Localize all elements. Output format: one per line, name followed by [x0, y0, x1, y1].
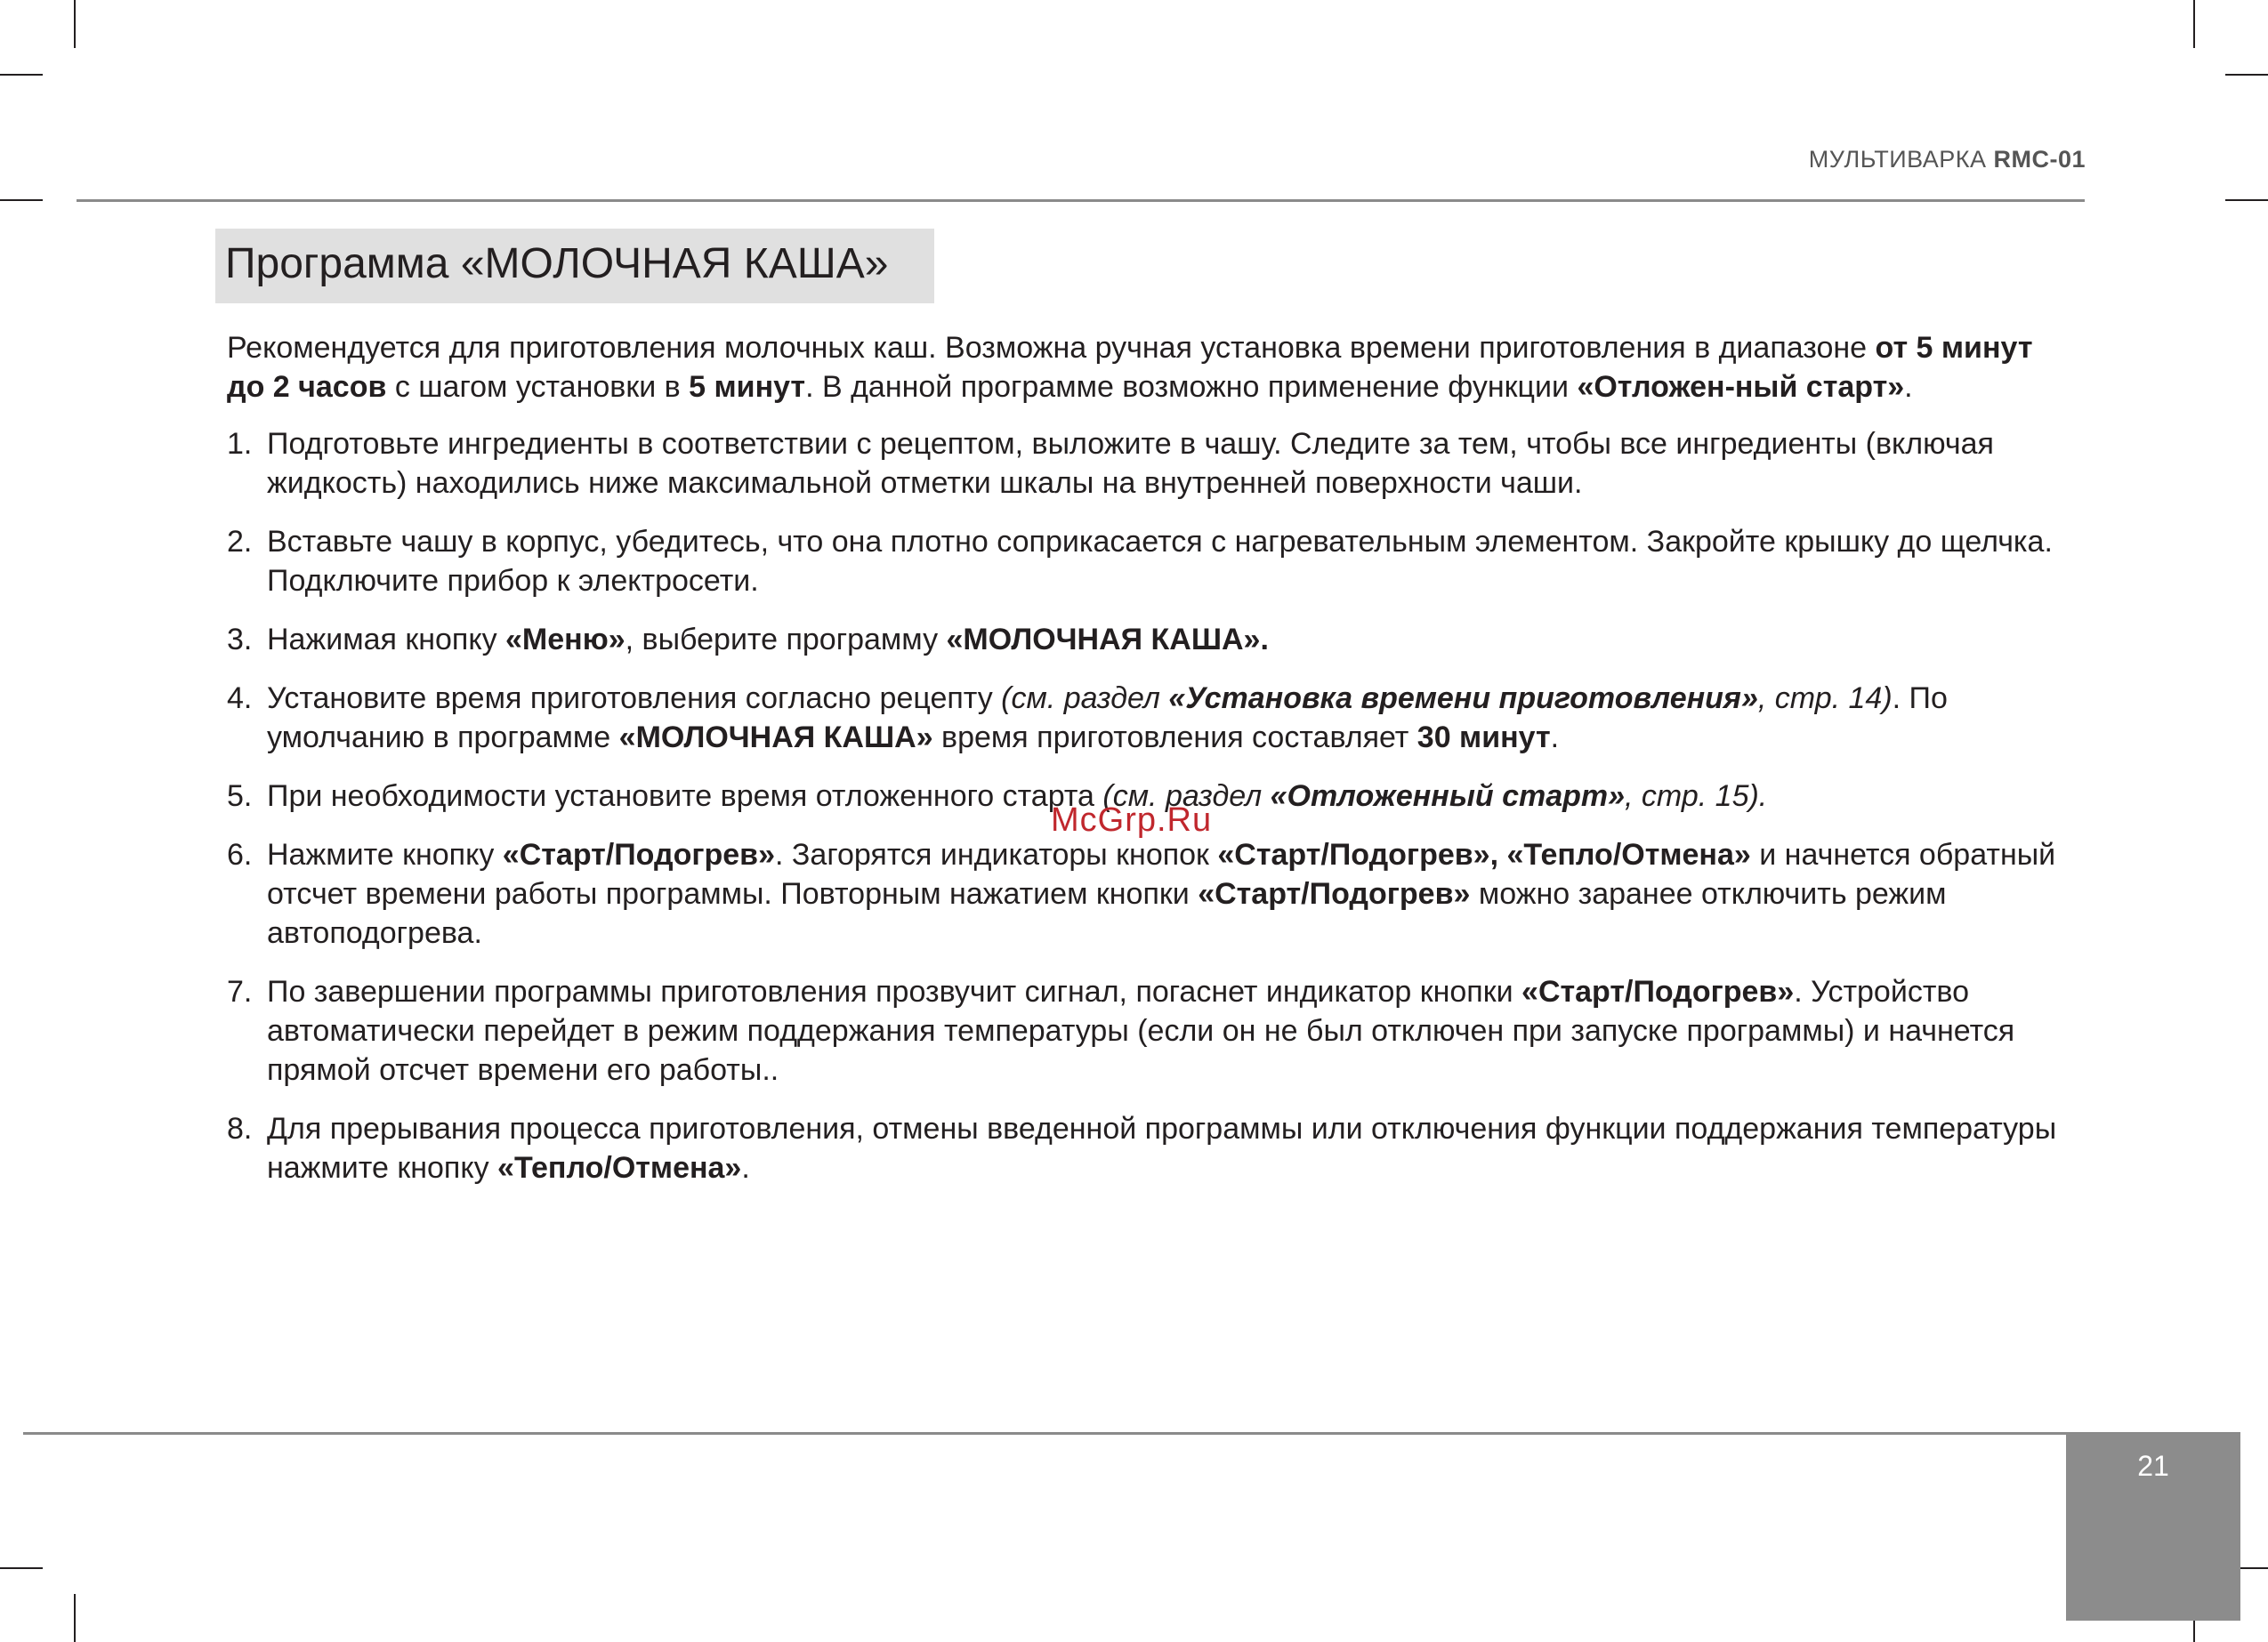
step-bold-italic: «Установка времени приготовления»: [1168, 681, 1758, 715]
step-bold: «МОЛОЧНАЯ КАША».: [946, 623, 1269, 656]
section-title-box: [215, 229, 934, 303]
step-text: Нажимая кнопку: [267, 623, 506, 656]
intro-bold: от 5 минут до 2 часов: [227, 331, 2033, 404]
crop-mark: [74, 1594, 76, 1642]
step-item: [227, 424, 2069, 503]
step-italic: , стр. 15).: [1625, 779, 1768, 813]
intro-text: .: [1904, 370, 1913, 404]
step-bold: «Старт/Подогрев»: [1521, 975, 1795, 1009]
crop-mark: [2193, 0, 2195, 48]
step-text: Нажмите кнопку: [267, 838, 503, 872]
step-number: 2.: [227, 525, 253, 559]
crop-mark: [74, 0, 76, 48]
step-text: Установите время приготовления согласно рецепту: [267, 681, 1002, 715]
intro-bold: 5 минут: [689, 370, 806, 404]
crop-mark: [2225, 199, 2268, 201]
footer-rule: [23, 1432, 2240, 1435]
crop-mark: [0, 1567, 43, 1569]
intro-text: с шагом установки в: [386, 370, 690, 404]
step-italic: (см. раздел: [1001, 681, 1169, 715]
step-text: Подготовьте ингредиенты в соответствии с рецептом, выложите в чашу. Следите за тем, чтобы все ингредиенты (включая жидкость) находились ниже максимальной отметки шкалы на внутренней поверхности чаши.: [267, 427, 1994, 500]
step-item: [227, 835, 2069, 953]
intro-text: . В данной программе возможно применение функции: [805, 370, 1578, 404]
step-bold: «МОЛОЧНАЯ КАША»: [618, 720, 933, 754]
crop-mark: [0, 74, 43, 76]
page-header: [1809, 146, 2086, 173]
step-italic: , стр. 14): [1757, 681, 1893, 715]
step-bold: «Старт/Подогрев»: [502, 838, 775, 872]
step-text: Для прерывания процесса приготовления, отмены введенной программы или отключения функции поддержания температуры нажмите кнопку: [267, 1112, 2057, 1185]
header-model-prefix: МУЛЬТИВАРКА: [1808, 146, 1994, 173]
step-bold: «Тепло/Отмена»: [497, 1151, 742, 1185]
step-text: можно заранее отключить режим автоподогрева.: [267, 877, 1947, 950]
step-text: . Устройство автоматически перейдет в режим поддержания температуры (если он не был отключен при запуске программы) и начнется прямой отсчет времени его работы..: [267, 975, 2015, 1087]
step-text: и начнется обратный отсчет времени работы программы. Повторным нажатием кнопки: [267, 838, 2056, 911]
step-text: . По умолчанию в программе: [267, 681, 1948, 754]
step-bold: «Старт/Подогрев»: [1198, 877, 1471, 911]
step-number: 3.: [227, 623, 253, 656]
step-text: При необходимости установите время отложенного старта: [267, 779, 1103, 813]
intro-text: Рекомендуется для приготовления молочных каш. Возможна ручная установка времени приготовления в диапазоне: [227, 331, 1876, 365]
step-item: [227, 1109, 2069, 1187]
header-rule: [77, 199, 2085, 202]
step-item: [227, 620, 2069, 659]
step-text: время приготовления составляет: [932, 720, 1417, 754]
step-text: , выберите программу: [625, 623, 947, 656]
watermark: McGrp.Ru: [1051, 801, 1213, 839]
main-content: [227, 328, 2069, 1207]
step-bold: 30 минут: [1416, 720, 1551, 754]
step-bold: «Меню»: [505, 623, 626, 656]
step-text: .: [741, 1151, 750, 1185]
header-model-code: RMC-01: [1993, 146, 2086, 173]
step-item: [227, 972, 2069, 1090]
step-text: . Загорятся индикаторы кнопок: [775, 838, 1218, 872]
intro-paragraph: [227, 328, 2069, 406]
step-text: Вставьте чашу в корпус, убедитесь, что она плотно соприкасается с нагревательным элементом. Закройте крышку до щелчка. Подключите прибор к электросети.: [267, 525, 2053, 598]
step-number: 1.: [227, 427, 253, 461]
step-item: [227, 679, 2069, 757]
step-text: .: [1550, 720, 1560, 754]
crop-mark: [0, 199, 43, 201]
intro-bold: «Отложен-ный старт»: [1577, 370, 1905, 404]
step-number: 8.: [227, 1112, 253, 1146]
step-item: [227, 522, 2069, 600]
step-text: По завершении программы приготовления прозвучит сигнал, погаснет индикатор кнопки: [267, 975, 1522, 1009]
page-number: 21: [2137, 1450, 2169, 1482]
step-bold-italic: «Отложенный старт»: [1270, 779, 1626, 813]
step-number: 7.: [227, 975, 253, 1009]
step-italic: (см. раздел: [1102, 779, 1271, 813]
page-number-box: [2066, 1434, 2240, 1621]
step-number: 6.: [227, 838, 253, 872]
section-title: Программа «МОЛОЧНАЯ КАША»: [225, 240, 889, 287]
step-number: 5.: [227, 779, 253, 813]
step-number: 4.: [227, 681, 253, 715]
crop-mark: [2225, 74, 2268, 76]
step-bold: «Старт/Подогрев», «Тепло/Отмена»: [1217, 838, 1751, 872]
